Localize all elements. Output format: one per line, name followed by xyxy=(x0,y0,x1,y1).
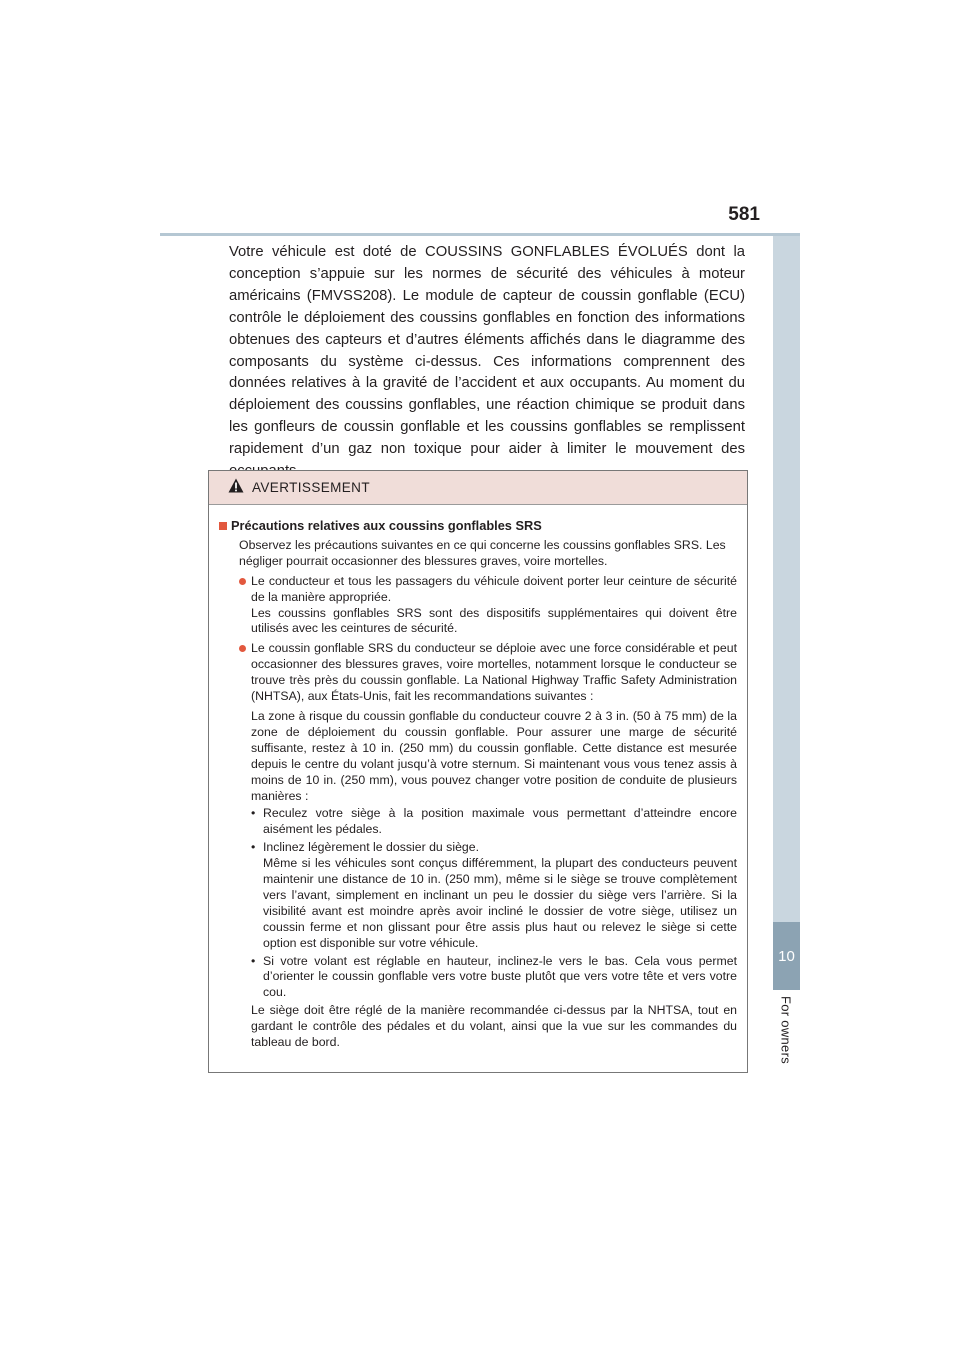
section-intro: Observez les précautions suivantes en ce qui concerne les coussins gonflables SRS. Les négliger pourrait occasionner des blessures graves, voire mortelles. xyxy=(239,537,726,568)
dot-bullet: • xyxy=(251,806,256,821)
intro-paragraph: Votre véhicule est doté de COUSSINS GONFLABLES ÉVOLUÉS dont la conception s’appuie sur les normes de sécurité des véhicules à moteur américains (FMVSS208). Le module de capteur de coussin gonflable (ECU) contrôle le déploiement des coussins gonflables en fonction des informations obtenues des capteurs et d’autres éléments affichés dans le diagramme des composants du système ci-dessus. Ces informations comprennent des données relatives à la gravité de l’accident et aux occupants. Au moment du déploiement des coussins gonflables, une réaction chimique se produit dans les gonfleurs de coussin gonflable et les coussins gonflables se remplissent rapidement d’un gaz non toxique pour aider à limiter le mouvement des xyxy=(229,244,745,458)
list-item xyxy=(239,574,737,638)
dot-text: Reculez votre siège à la position maximale vous permettant d’atteindre encore aisément les pédales. xyxy=(263,806,737,837)
section-heading xyxy=(219,518,737,534)
bullet-text: Le conducteur et tous les passagers du véhicule doivent porter leur ceinture de sécurité de la manière appropriée. xyxy=(251,573,737,604)
list-item xyxy=(239,641,737,705)
page-number: 581 xyxy=(728,204,760,225)
bullet-text: Le coussin gonflable SRS du conducteur se déploie avec une force considérable et peut occasionner des blessures graves, voire mortelles, notamment lorsque le conducteur se trouve très près du coussin gonflable. La National Highway Traffic Safety Administration (NHTSA), aux États-Unis, fait les recommandations suivantes : xyxy=(251,641,737,704)
list-item xyxy=(251,806,737,838)
section-title: Précautions relatives aux coussins gonflables SRS xyxy=(231,518,542,533)
chapter-tab-strip xyxy=(773,236,800,922)
warning-content xyxy=(209,505,747,1051)
risk-zone-paragraph: La zone à risque du coussin gonflable du conducteur couvre 2 à 3 in. (50 à 75 mm) de la zone de déploiement du coussin gonflable. Pour assurer une marge de sécurité suffisante, restez à 10 in. (250 mm) du coussin gonflable. Cette distance est mesurée depuis le centre du volant jusqu’à votre sternum. Si maintenant vous vous tenez assis à moins de 10 in. (250 mm), vous pouvez changer votre position de conduite de plusieurs manières : xyxy=(251,708,737,803)
list-item xyxy=(251,840,737,951)
dot-text: Même si les véhicules sont conçus différemment, la plupart des conducteurs peuvent maintenir une distance de 10 in. (250 mm), même si le siège se trouve complètement vers l’avant, simplement en inclinant un peu le dossier du siège vers l’arrière. Si la visibilité avant est moindre après avoir incliné le dossier de votre siège, utilisez un coussin ferme et non glissant pour être assis plus haut ou relevez le siège si cette option est disponible sur votre véhicule. xyxy=(263,856,737,950)
dot-text: Si votre volant est réglable en hauteur, inclinez-le vers le bas. Cela vous permet d’orienter le coussin gonflable vers votre buste plutôt que vers votre tête et vers votre cou. xyxy=(263,953,737,1000)
warning-box xyxy=(208,470,748,1073)
warning-triangle-icon xyxy=(228,478,244,498)
chapter-tab xyxy=(773,922,800,990)
dot-bullet: • xyxy=(251,840,256,855)
closing-paragraph: Le siège doit être réglé de la manière recommandée ci-dessus par la NHTSA, tout en gardant le contrôle des pédales et du volant, ainsi que la vue sur les commandes du tableau de bord. xyxy=(251,1003,737,1050)
chapter-number: 10 xyxy=(778,947,795,965)
warning-title: AVERTISSEMENT xyxy=(252,480,370,495)
bullet-text: Les coussins gonflables SRS sont des dispositifs supplémentaires qui doivent être utilisés avec les ceintures de sécurité. xyxy=(251,605,737,636)
warning-header xyxy=(209,471,747,505)
list-item xyxy=(251,954,737,1002)
circle-bullet-icon xyxy=(239,578,246,585)
circle-bullet-icon xyxy=(239,645,246,652)
dot-text: Inclinez légèrement le dossier du siège. xyxy=(263,840,480,855)
square-bullet-icon xyxy=(219,522,227,530)
chapter-label: For owners xyxy=(778,995,794,1065)
header-rule xyxy=(160,233,800,236)
dot-bullet: • xyxy=(251,953,256,968)
